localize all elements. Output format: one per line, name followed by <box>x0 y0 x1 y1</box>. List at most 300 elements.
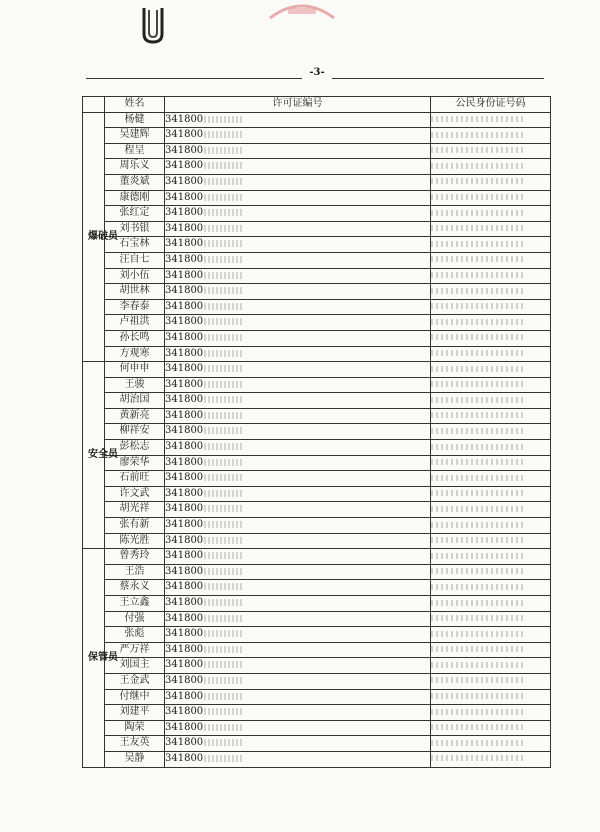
permit-cell <box>165 299 431 315</box>
permit-cell <box>165 128 431 144</box>
redacted-id-number <box>431 256 523 262</box>
name-cell: 胡治国 <box>105 393 165 409</box>
table-row <box>83 611 551 627</box>
table-row <box>83 705 551 721</box>
redacted-permit-digits <box>204 443 242 450</box>
redacted-permit-digits <box>204 225 242 232</box>
redacted-id-number <box>431 116 523 122</box>
redacted-id-number <box>431 428 523 434</box>
table-row <box>83 689 551 705</box>
redacted-id-number <box>431 303 523 309</box>
name-cell: 刘国主 <box>105 658 165 674</box>
redacted-id-number <box>431 709 523 715</box>
id-cell <box>431 596 551 612</box>
table-row <box>83 658 551 674</box>
redacted-permit-digits <box>204 630 242 637</box>
permit-prefix: 341800 <box>165 129 204 141</box>
name-cell: 付强 <box>105 611 165 627</box>
id-cell <box>431 518 551 534</box>
permit-prefix: 341800 <box>165 472 204 484</box>
table-row <box>83 143 551 159</box>
id-cell <box>431 689 551 705</box>
id-cell <box>431 377 551 393</box>
name-cell: 胡世林 <box>105 284 165 300</box>
binder-clip-icon <box>138 6 168 46</box>
redacted-id-number <box>431 568 523 574</box>
redacted-permit-digits <box>204 381 242 388</box>
permit-prefix: 341800 <box>165 409 204 421</box>
redacted-id-number <box>431 475 523 481</box>
permit-prefix: 341800 <box>165 394 204 406</box>
redacted-id-number <box>431 272 523 278</box>
name-cell: 陶荣 <box>105 720 165 736</box>
permit-cell <box>165 315 431 331</box>
table-row <box>83 564 551 580</box>
redacted-id-number <box>431 366 523 372</box>
table-row <box>83 518 551 534</box>
permit-cell <box>165 221 431 237</box>
id-cell <box>431 408 551 424</box>
permit-cell <box>165 455 431 471</box>
permit-prefix: 341800 <box>165 253 204 265</box>
header-id: 公民身份证号码 <box>431 97 551 113</box>
permit-cell <box>165 190 431 206</box>
redacted-id-number <box>431 444 523 450</box>
table-row <box>83 580 551 596</box>
redacted-permit-digits <box>204 334 242 341</box>
permit-cell <box>165 159 431 175</box>
table-row <box>83 362 551 378</box>
id-cell <box>431 455 551 471</box>
redacted-permit-digits <box>204 209 242 216</box>
id-cell <box>431 627 551 643</box>
permit-cell <box>165 330 431 346</box>
redacted-id-number <box>431 319 523 325</box>
permit-prefix: 341800 <box>165 643 204 655</box>
id-cell <box>431 174 551 190</box>
id-cell <box>431 736 551 752</box>
id-cell <box>431 362 551 378</box>
permit-cell <box>165 252 431 268</box>
permit-prefix: 341800 <box>165 144 204 156</box>
table-row <box>83 471 551 487</box>
permit-prefix: 341800 <box>165 425 204 437</box>
name-cell: 刘书银 <box>105 221 165 237</box>
permit-cell <box>165 689 431 705</box>
name-cell: 张有新 <box>105 518 165 534</box>
permit-cell <box>165 720 431 736</box>
id-cell <box>431 330 551 346</box>
name-cell: 卢祖洪 <box>105 315 165 331</box>
name-cell: 吴静 <box>105 751 165 767</box>
permit-prefix: 341800 <box>165 331 204 343</box>
permit-prefix: 341800 <box>165 565 204 577</box>
redacted-permit-digits <box>204 303 242 310</box>
table-row <box>83 315 551 331</box>
permit-prefix: 341800 <box>165 752 204 764</box>
redacted-id-number <box>431 490 523 496</box>
name-cell: 蔡永义 <box>105 580 165 596</box>
permit-cell <box>165 206 431 222</box>
permit-prefix: 341800 <box>165 550 204 562</box>
redacted-permit-digits <box>204 537 242 544</box>
name-cell: 彭松志 <box>105 440 165 456</box>
id-cell <box>431 143 551 159</box>
name-cell: 周乐义 <box>105 159 165 175</box>
redacted-permit-digits <box>204 739 242 746</box>
permit-cell <box>165 533 431 549</box>
id-cell <box>431 720 551 736</box>
table-body <box>83 112 551 767</box>
role-text: 爆破员 <box>88 230 118 242</box>
redacted-id-number <box>431 646 523 652</box>
permit-cell <box>165 611 431 627</box>
id-cell <box>431 658 551 674</box>
redacted-permit-digits <box>204 116 242 123</box>
redacted-permit-digits <box>204 396 242 403</box>
name-cell: 王友英 <box>105 736 165 752</box>
redacted-id-number <box>431 147 523 153</box>
id-cell <box>431 221 551 237</box>
permit-cell <box>165 673 431 689</box>
table-header-row <box>83 97 551 113</box>
id-cell <box>431 393 551 409</box>
permit-prefix: 341800 <box>165 503 204 515</box>
redacted-id-number <box>431 412 523 418</box>
permit-cell <box>165 424 431 440</box>
permit-cell <box>165 658 431 674</box>
table-row <box>83 424 551 440</box>
redacted-id-number <box>431 288 523 294</box>
redacted-permit-digits <box>204 708 242 715</box>
name-cell: 曾秀玲 <box>105 549 165 565</box>
permit-prefix: 341800 <box>165 113 204 125</box>
personnel-table <box>82 96 551 768</box>
name-cell: 刘建平 <box>105 705 165 721</box>
name-cell: 严万祥 <box>105 642 165 658</box>
id-cell <box>431 237 551 253</box>
name-cell: 吴建辉 <box>105 128 165 144</box>
name-cell: 张彪 <box>105 627 165 643</box>
id-cell <box>431 159 551 175</box>
permit-prefix: 341800 <box>165 597 204 608</box>
name-cell: 董炎斌 <box>105 174 165 190</box>
id-cell <box>431 112 551 128</box>
id-cell <box>431 252 551 268</box>
name-cell: 石宝林 <box>105 237 165 253</box>
table-row <box>83 549 551 565</box>
table-row <box>83 206 551 222</box>
redacted-id-number <box>431 194 523 200</box>
permit-cell <box>165 549 431 565</box>
table-row <box>83 393 551 409</box>
table-row <box>83 221 551 237</box>
redacted-id-number <box>431 522 523 528</box>
redacted-permit-digits <box>204 505 242 512</box>
table-row <box>83 284 551 300</box>
permit-prefix: 341800 <box>165 519 204 531</box>
redacted-id-number <box>431 677 523 683</box>
permit-prefix: 341800 <box>165 612 204 624</box>
permit-cell <box>165 580 431 596</box>
id-cell <box>431 471 551 487</box>
table-row <box>83 408 551 424</box>
redacted-permit-digits <box>204 256 242 263</box>
permit-cell <box>165 408 431 424</box>
redacted-permit-digits <box>204 131 242 138</box>
redacted-permit-digits <box>204 677 242 684</box>
id-cell <box>431 502 551 518</box>
name-cell: 胡光祥 <box>105 502 165 518</box>
permit-cell <box>165 471 431 487</box>
redacted-permit-digits <box>204 693 242 700</box>
permit-cell <box>165 751 431 767</box>
redacted-permit-digits <box>204 724 242 731</box>
permit-prefix: 341800 <box>165 487 204 499</box>
table-row <box>83 486 551 502</box>
redacted-permit-digits <box>204 661 242 668</box>
permit-prefix: 341800 <box>165 191 204 203</box>
permit-prefix: 341800 <box>165 316 204 328</box>
permit-cell <box>165 502 431 518</box>
id-cell <box>431 611 551 627</box>
name-cell: 孙长鸣 <box>105 330 165 346</box>
table-row <box>83 159 551 175</box>
permit-cell <box>165 143 431 159</box>
id-cell <box>431 424 551 440</box>
redacted-permit-digits <box>204 646 242 653</box>
permit-cell <box>165 112 431 128</box>
permit-prefix: 341800 <box>165 207 204 219</box>
name-cell: 康德刚 <box>105 190 165 206</box>
name-cell: 方观寒 <box>105 346 165 362</box>
name-cell: 许文武 <box>105 486 165 502</box>
redacted-permit-digits <box>204 365 242 372</box>
id-cell <box>431 346 551 362</box>
id-cell <box>431 705 551 721</box>
permit-prefix: 341800 <box>165 628 204 640</box>
redacted-id-number <box>431 615 523 621</box>
permit-prefix: 341800 <box>165 363 204 375</box>
name-cell: 黄新亮 <box>105 408 165 424</box>
table-row <box>83 330 551 346</box>
table-row <box>83 190 551 206</box>
redacted-permit-digits <box>204 459 242 466</box>
table-row <box>83 268 551 284</box>
redacted-id-number <box>431 397 523 403</box>
permit-prefix: 341800 <box>165 659 204 671</box>
id-cell <box>431 533 551 549</box>
table-row <box>83 736 551 752</box>
permit-cell <box>165 362 431 378</box>
id-cell <box>431 564 551 580</box>
name-cell: 张红定 <box>105 206 165 222</box>
table-row <box>83 596 551 612</box>
redacted-permit-digits <box>204 162 242 169</box>
redacted-permit-digits <box>204 615 242 622</box>
redacted-id-number <box>431 225 523 231</box>
redacted-permit-digits <box>204 350 242 357</box>
redacted-id-number <box>431 755 523 761</box>
permit-cell <box>165 377 431 393</box>
id-cell <box>431 315 551 331</box>
name-cell: 王浩 <box>105 564 165 580</box>
redacted-permit-digits <box>204 490 242 497</box>
permit-prefix: 341800 <box>165 456 204 468</box>
redacted-permit-digits <box>204 599 242 606</box>
name-cell: 付继中 <box>105 689 165 705</box>
redacted-id-number <box>431 740 523 746</box>
name-cell: 刘小伍 <box>105 268 165 284</box>
permit-prefix: 341800 <box>165 721 204 733</box>
redacted-permit-digits <box>204 552 242 559</box>
name-cell: 王立鑫 <box>105 596 165 612</box>
redacted-permit-digits <box>204 568 242 575</box>
id-cell <box>431 128 551 144</box>
redacted-id-number <box>431 350 523 356</box>
table-row <box>83 128 551 144</box>
id-cell <box>431 751 551 767</box>
name-cell: 王金武 <box>105 673 165 689</box>
permit-cell <box>165 174 431 190</box>
table-row <box>83 455 551 471</box>
permit-cell <box>165 736 431 752</box>
redacted-id-number <box>431 693 523 699</box>
redacted-permit-digits <box>204 194 242 201</box>
table-row <box>83 112 551 128</box>
table-row <box>83 502 551 518</box>
permit-prefix: 341800 <box>165 160 204 172</box>
permit-cell <box>165 627 431 643</box>
redacted-id-number <box>431 506 523 512</box>
role-group-label <box>83 549 118 767</box>
permit-prefix: 341800 <box>165 737 204 749</box>
table-row <box>83 377 551 393</box>
permit-prefix: 341800 <box>165 285 204 297</box>
id-cell <box>431 284 551 300</box>
redacted-permit-digits <box>204 412 242 419</box>
permit-cell <box>165 705 431 721</box>
permit-prefix: 341800 <box>165 347 204 359</box>
table-row <box>83 440 551 456</box>
permit-cell <box>165 564 431 580</box>
redacted-permit-digits <box>204 272 242 279</box>
redacted-id-number <box>431 537 523 543</box>
header-blank <box>83 97 105 113</box>
redacted-id-number <box>431 459 523 465</box>
permit-prefix: 341800 <box>165 690 204 702</box>
id-cell <box>431 580 551 596</box>
permit-cell <box>165 518 431 534</box>
permit-prefix: 341800 <box>165 222 204 234</box>
permit-cell <box>165 596 431 612</box>
permit-prefix: 341800 <box>165 674 204 686</box>
name-cell: 陈光胜 <box>105 533 165 549</box>
redacted-permit-digits <box>204 427 242 434</box>
redacted-id-number <box>431 724 523 730</box>
id-cell <box>431 190 551 206</box>
redacted-id-number <box>431 553 523 559</box>
permit-cell <box>165 346 431 362</box>
table-row <box>83 642 551 658</box>
name-cell: 石前旺 <box>105 471 165 487</box>
redacted-permit-digits <box>204 474 242 481</box>
name-cell: 柳祥安 <box>105 424 165 440</box>
id-cell <box>431 486 551 502</box>
role-group-label <box>83 112 118 362</box>
permit-prefix: 341800 <box>165 534 204 546</box>
table-row <box>83 673 551 689</box>
id-cell <box>431 440 551 456</box>
permit-cell <box>165 393 431 409</box>
redacted-id-number <box>431 210 523 216</box>
redacted-permit-digits <box>204 318 242 325</box>
table-row <box>83 174 551 190</box>
table-row <box>83 237 551 253</box>
name-cell: 何申申 <box>105 362 165 378</box>
permit-prefix: 341800 <box>165 706 204 718</box>
redacted-id-number <box>431 584 523 590</box>
redacted-id-number <box>431 381 523 387</box>
permit-cell <box>165 486 431 502</box>
redacted-permit-digits <box>204 147 242 154</box>
permit-prefix: 341800 <box>165 300 204 312</box>
redacted-id-number <box>431 241 523 247</box>
permit-cell <box>165 268 431 284</box>
permit-cell <box>165 642 431 658</box>
role-text: 安全员 <box>88 448 118 460</box>
role-text: 保管员 <box>88 651 118 663</box>
header-permit: 许可证编号 <box>165 97 431 113</box>
permit-cell <box>165 237 431 253</box>
id-cell <box>431 642 551 658</box>
redacted-id-number <box>431 600 523 606</box>
permit-prefix: 341800 <box>165 378 204 390</box>
page-number: -3- <box>302 66 332 79</box>
redacted-permit-digits <box>204 178 242 185</box>
table-row <box>83 627 551 643</box>
name-cell: 王骏 <box>105 377 165 393</box>
redacted-permit-digits <box>204 583 242 590</box>
name-cell: 杨健 <box>105 112 165 128</box>
permit-prefix: 341800 <box>165 581 204 593</box>
id-cell <box>431 206 551 222</box>
table-row <box>83 346 551 362</box>
page-header <box>86 66 544 82</box>
red-stamp-fragment <box>266 0 338 20</box>
name-cell: 汪自七 <box>105 252 165 268</box>
table-row <box>83 252 551 268</box>
table-row <box>83 720 551 736</box>
id-cell <box>431 299 551 315</box>
table-row <box>83 533 551 549</box>
redacted-permit-digits <box>204 755 242 762</box>
permit-cell <box>165 440 431 456</box>
redacted-permit-digits <box>204 521 242 528</box>
permit-prefix: 341800 <box>165 441 204 453</box>
id-cell <box>431 549 551 565</box>
header-name: 姓名 <box>105 97 165 113</box>
redacted-permit-digits <box>204 240 242 247</box>
redacted-id-number <box>431 631 523 637</box>
redacted-id-number <box>431 132 523 138</box>
id-cell <box>431 673 551 689</box>
permit-prefix: 341800 <box>165 175 204 187</box>
redacted-id-number <box>431 178 523 184</box>
id-cell <box>431 268 551 284</box>
permit-cell <box>165 284 431 300</box>
name-cell: 廖荣华 <box>105 455 165 471</box>
